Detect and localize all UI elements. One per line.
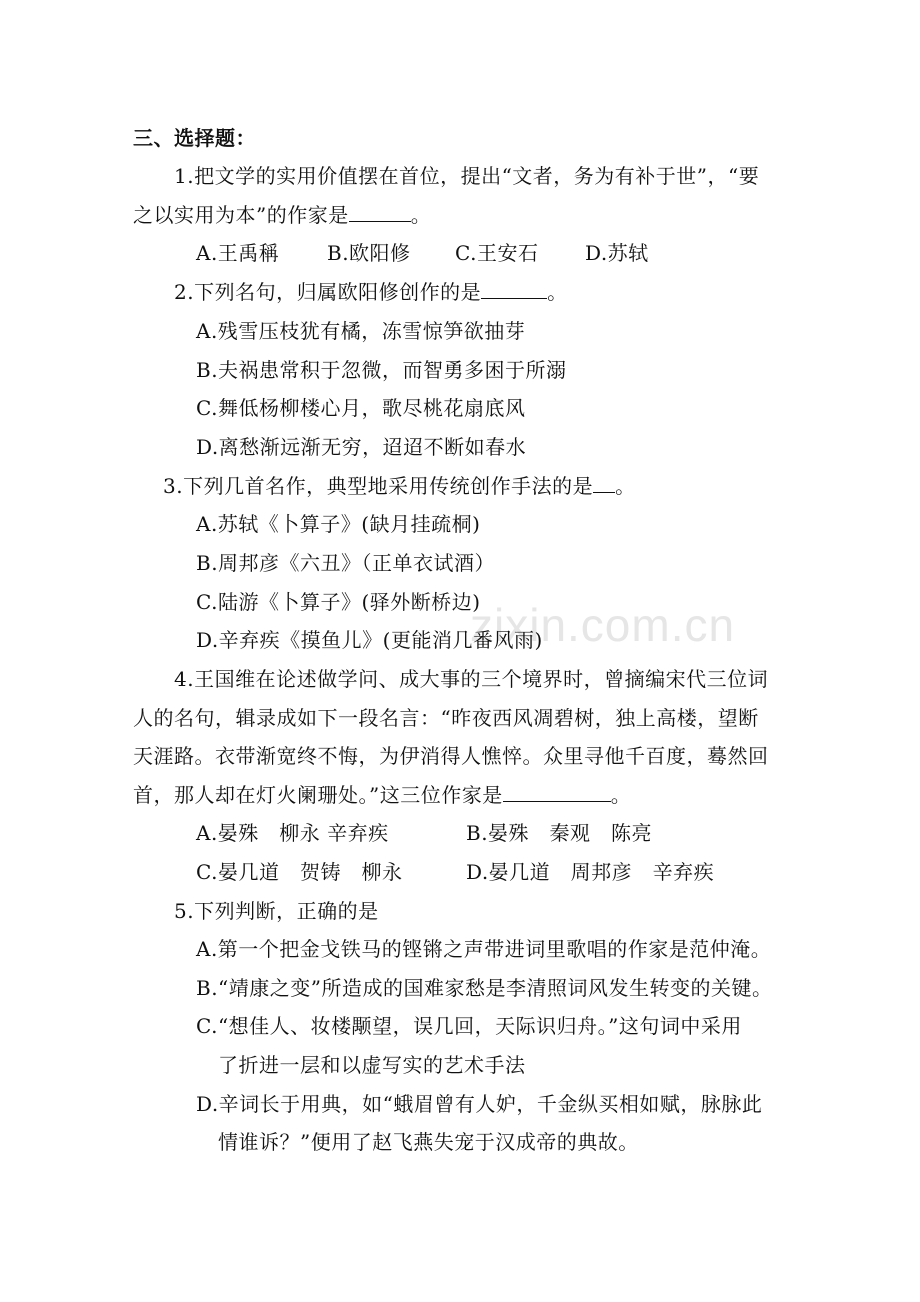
answer-blank-1: [349, 203, 411, 222]
question-4-stem-line1: 4.王国维在论述做学问、成大事的三个境界时，曾摘编宋代三位词: [174, 667, 769, 691]
question-2-option-a: A.残雪压枝犹有橘，冻雪惊笋欲抽芽: [196, 319, 526, 343]
question-5-stem: 5.下列判断，正确的是: [174, 899, 379, 923]
question-4-stem-text: 首，那人却在灯火阑珊处。”这三位作家是: [133, 783, 503, 807]
question-3-option-c: C.陆游《卜算子》(驿外断桥边): [196, 590, 481, 614]
question-4-stem-line2: 人的名句，辑录成如下一段名言：“昨夜西风凋碧树，独上高楼，望断: [133, 706, 759, 730]
question-3-stem-end: 。: [615, 474, 636, 498]
question-4-option-b: B.晏殊 秦观 陈亮: [466, 821, 653, 845]
answer-blank-4: [503, 783, 611, 802]
question-1-stem-text: 之以实用为本”的作家是: [133, 203, 349, 227]
question-4-option-a: A.晏殊 柳永 辛弃疾: [196, 821, 389, 845]
question-4-option-d: D.晏几道 周邦彦 辛弃疾: [466, 860, 715, 884]
question-5-option-d-line2: 情谁诉？”便用了赵飞燕失宠于汉成帝的典故。: [218, 1130, 639, 1154]
question-2-stem-end: 。: [547, 280, 568, 304]
question-2-stem-text: 2.下列名句，归属欧阳修创作的是: [174, 280, 482, 304]
question-3-option-d: D.辛弃疾《摸鱼儿》(更能消几番风雨): [196, 628, 543, 652]
question-3-option-a: A.苏轼《卜算子》(缺月挂疏桐): [196, 512, 481, 536]
watermark: zixin.com.cn: [470, 599, 736, 651]
section-title: 三、选择题：: [133, 126, 256, 150]
question-1-option-d: D.苏轼: [585, 241, 649, 265]
question-1-option-c: C.王安石: [455, 241, 539, 265]
question-5-option-d-line1: D.辛词长于用典，如“蛾眉曾有人妒，千金纵买相如赋，脉脉此: [196, 1092, 763, 1116]
question-4-option-c: C.晏几道 贺铸 柳永: [196, 860, 403, 884]
question-4-stem-line3: 天涯路。衣带渐宽终不悔，为伊消得人憔悴。众里寻他千百度，蓦然回: [133, 744, 769, 768]
question-3-option-b: B.周邦彦《六丑》（正单衣试酒）: [196, 551, 496, 575]
question-1-option-b: B.欧阳修: [327, 241, 411, 265]
question-5-option-c-line2: 了折进一层和以虚写实的艺术手法: [218, 1053, 526, 1077]
question-5-option-a: A.第一个把金戈铁马的铿锵之声带进词里歌唱的作家是范仲淹。: [196, 937, 772, 961]
question-5-option-b: B.“靖康之变”所造成的国难家愁是李清照词风发生转变的关键。: [196, 976, 773, 1000]
question-1-stem-end: 。: [410, 203, 432, 227]
answer-blank-3: [593, 474, 615, 493]
question-3-stem-text: 3.下列几首名作，典型地采用传统创作手法的是: [163, 474, 594, 498]
question-1-stem-line2: [133, 202, 431, 228]
question-4-stem-line4: [133, 782, 631, 808]
question-5-option-c-line1: C.“想佳人、妆楼颙望，误几回，天际识归舟。”这句词中采用: [196, 1014, 742, 1038]
question-4-stem-end: 。: [610, 783, 632, 807]
question-1-option-a: A.王禹稱: [196, 241, 280, 265]
question-2-option-b: B.夫祸患常积于忽微，而智勇多困于所溺: [196, 358, 567, 382]
question-2-option-c: C.舞低杨柳楼心月，歌尽桃花扇底风: [196, 396, 526, 420]
answer-blank-2: [481, 280, 547, 299]
question-1-stem-line1: 1.把文学的实用价值摆在首位，提出“文者，务为有补于世”，“要: [174, 164, 760, 188]
question-2-stem: [174, 279, 568, 305]
question-2-option-d: D.离愁渐远渐无穷，迢迢不断如春水: [196, 435, 527, 459]
question-3-stem: [163, 473, 636, 499]
